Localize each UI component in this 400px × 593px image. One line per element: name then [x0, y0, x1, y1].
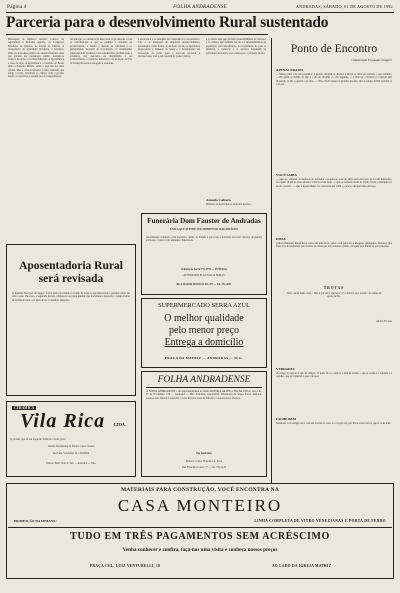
- section-trovas-heading: TROVAS: [323, 286, 345, 290]
- vila-rica-brand-small: CERÂMICA: [14, 406, 35, 410]
- article-col1-part-a: Mensagem do Ministro Antonio Cabrera, da Agricultura e Reforma Agrária, ao Congresso Brasileiro de Direitos, de Jovens da Ciência. A recuperação da agricultura brasileira, a lutarmos, aliás por toda uma política de desenvolvimento rural que garanta aos produtores crédito, assistência técnica, pesquisa e a comercialização. A agricultura é a base de tudo.: [8, 38, 64, 65]
- funeraria-address: RUA MAJOR BONIFÁCIO, 397 — Tel. 731-2691: [176, 283, 232, 286]
- casa-monteiro-offer: TUDO EM TRÊS PAGAMENTOS SEM ACRÉSCIMO: [70, 531, 330, 542]
- funeraria-subtitle: ÚNICA QUE ATENDE NOS MOMENTOS MAIS DIFÍCEIS: [170, 228, 238, 231]
- supermercado-slogan-3: Entrega a domicílio: [164, 337, 244, 348]
- expediente-title: FOLHA ANDRADENSE: [157, 375, 251, 385]
- article-signature-title: Ministro da Agricultura e Reforma Agrária: [206, 203, 251, 206]
- section-verdades-heading: VERDADES: [276, 367, 295, 371]
- article-col4-text: e produtor sem que produzi sustentabilidade de recursos e ao campo, que nenhum das de e a sustentabilidade da população, sem amortização, no crescimento do país. A indústria, o comércio e os serviços dependem da agricultura nacional e seus rumos para o próximo século.: [206, 38, 266, 55]
- vila-rica-brand: Vila Rica: [20, 410, 106, 432]
- article-col3-text: e liveis rural e as emergências competitivas e cooperativas. Tais e os interesses de empresas desenvolvimento sustentados como forma de inclusão social. A agricultura proporciona o aumento da renda e o investimento em tecnologia de ponta para o mercado nacional e internacional, com a ação efetiva do poder público.: [138, 38, 200, 59]
- section-voce-sabia-heading: VOCÊ SABIA: [276, 173, 297, 177]
- vila-rica-line1: O produto que dá seu toque de distinção e bom gosto!: [10, 438, 66, 441]
- casa-monteiro-name: CASA MONTEIRO: [117, 496, 283, 515]
- article-column-1: [8, 38, 64, 238]
- page-number: Página 4: [7, 4, 27, 10]
- section-disse-heading: DISSE: [276, 237, 286, 241]
- section-verdades-body: O castigo do ingrato é não ter amigos. O juízo não se compra e nem se vende; o que se vende é a vaidade e o orgulho, que se compram a preço de ouro.: [276, 372, 392, 379]
- funeraria-hours: ATENDEMOS PLANTÃO 24 HORAS: [183, 274, 225, 277]
- section-disse-body: (Albert Einstein) Penso nove vezes em uma hora, penso com palavras e imagens. (Raimundo Nabuco) Que Deus nos dê serenidade para aceitar as coisas que não podemos mudar, coragem para mudar as que podemos.: [276, 242, 392, 249]
- headline-rule: [6, 34, 268, 35]
- funeraria-phone: Orientação Social 731-1770 — FUNERAL: [180, 268, 228, 271]
- casa-monteiro-rule: [8, 527, 392, 528]
- expediente-address: Rua Francisco Lopes, 77 — Tel. 731-1120: [181, 466, 227, 469]
- vila-rica-line2: Vendas diretamente da fábrica a seus clientes: [47, 445, 95, 448]
- section-trovas-poem: Dizer adeus nada custa, / Mas o que dói e machuca / É o silêncio que sucede / Ao adeus de quem partiu.: [286, 292, 382, 299]
- casa-monteiro-address: PRAÇA CEL. LUIZ VENTURELLI, 18: [90, 564, 161, 568]
- article-col2-text: Informação. A comunicação deve visar os produtores e com os trabalhadores e que se permita o aumento de produtividade, o direito à direção da cidadania e ao planejamento nacional do crescimento. O desempenho empresarial de produtos e dos trabalhadores profissionais, a eficiência dos mercados na distribuição e no abastecimento, a evolução industrial e de proteção através de formação técnica adequada à realidade.: [70, 38, 132, 65]
- supermercado-address: PRAÇA DA MATRIZ — ANDRADAS — M.G.: [164, 356, 244, 360]
- section-voce-sabia-body: — Que se computar os números de Andradas a população total de 1991 seria em torno de 23 mil habitantes, dos quais 14 mil na zona urbana e 9 mil na zona rural. — Que as estradas rurais da região foram construídas no século passado. — Que a Igreja Matriz foi construída em 1908 e a praça principal tinha um lago.: [276, 178, 392, 188]
- paper-name: FOLHA ANDRADENSE: [173, 4, 227, 10]
- masthead-rule: [6, 12, 394, 13]
- aposentadoria-title: Aposentadoria Rural será revisada: [19, 260, 123, 285]
- casa-monteiro-address-note: AO LADO DA IGREJA MATRIZ: [272, 564, 332, 568]
- poem-author: Adolfo Tavares: [376, 320, 392, 323]
- vila-rica-suffix: LTDA.: [114, 422, 126, 427]
- article-column-4: [206, 38, 266, 210]
- vila-rica-line4: Chácara Bela Vista, 1.º km — Andradas — MG.: [45, 462, 97, 465]
- sidebar-title: Ponto de Encontro: [290, 42, 378, 55]
- section-falhe-bem-body: Enfeitado você sempre será, com um sorriso no rosto e o coração em paz. Estás como nunca, que ri, tu és feliz.: [276, 422, 391, 425]
- casa-monteiro-visit: Venha conhecer e confira, faça-nos uma visita e conheça nossos preços: [122, 547, 278, 553]
- expediente-rule: [146, 387, 262, 388]
- expediente-redator: Redator: Carlos Francisco A. Silva: [185, 460, 223, 463]
- headline: Parceria para o desenvolvimento Rural sustentado: [6, 14, 329, 31]
- funeraria-body: Atendimento completo, com translados dentro do Estado e para todo o território nacional. Serviço de plantão 24 horas e velório com ambiente climatizado.: [146, 236, 262, 243]
- article-column-3: [138, 38, 200, 238]
- section-apenas-frases-body: — Muita gente vive para respeitar, é quando chegam os direitos e abrem as mãos procurando o seu caminho. — Há quem se lembre do que é o dia de amanhã, e o dia seguinte. — Lindo ter o homem e o mundo sem liberdade, se não o que há a ser feito. — Não é fácil manter as grandes paradas, mas é sempre difícil ser feliz só com ela.: [276, 73, 392, 87]
- casa-monteiro-top: MATERIAIS PARA CONSTRUÇÃO, VOCÊ ENCONTRA NA: [120, 487, 280, 493]
- vila-rica-line3: Sua Vida, Vendendo: Sr. CIDINHA: [52, 452, 90, 455]
- article-column-2: [70, 38, 132, 238]
- article-signature-name: Antonio Cabrera: [206, 198, 231, 202]
- aposentadoria-body: O Instituto Nacional do Seguro Social está procedendo à revisão de todas as aposentadorias e pensões rurais em todo o país. Para isso, o segurado deverá comparecer ao posto munido dos documentos pessoais e comprovantes de atividade rural, sob pena de ter o benefício suspenso.: [12, 292, 130, 302]
- article-col1-part-b: A agricultura é o caminho do Brasil rumo a Primeiro Mundo, sobre o qual não me resta dúvida. Mas a crise econômica é uma realidade que atinge a todos, sobretudo ao campo, onde é preciso mudar os conceitos e assumir novos compromissos.: [8, 61, 64, 79]
- sidebar-byline: Colaboração Fernando Cleopatri: [351, 58, 392, 62]
- expediente-city: Em Andradas: [196, 452, 212, 455]
- casa-monteiro-promo-items: LINHA COMPLETA DE VITRO VENEZIANAS E PORTA DE FERRO: [254, 519, 386, 523]
- expediente-body: A FOLHA ANDRADENSE é de responsabilidade da firma EDITORA GRÁFICA FOLHA LTDA., sito à Av. 07 de Novembro, 170 — Andradas — MG. Jornalista responsável: Wanderson de Souza Fortes. Redator: Carlos Leite. Diretor Comercial: Carlos Roberto Leite de Oliveira. Colaboradores diversos.: [146, 390, 262, 400]
- section-falhe-bem-heading: FALHE BEM: [276, 417, 296, 421]
- issue-date: ANDRADAS, SÁBADO, 01 DE AGOSTO DE 1992.: [295, 4, 394, 9]
- section-apenas-frases-heading: APENAS FRASES: [276, 68, 304, 72]
- funeraria-title: Funerária Dom Fauster de Andradas: [147, 217, 261, 225]
- casa-monteiro-promo-label: PROMOÇÃO DA SEMANA:: [14, 519, 57, 523]
- supermercado-name: SUPERMERCADO SERRA AZUL: [158, 302, 250, 309]
- supermercado-slogan-1: O melhor qualidade: [164, 313, 244, 324]
- supermercado-slogan-2: pelo menor preço: [169, 325, 239, 336]
